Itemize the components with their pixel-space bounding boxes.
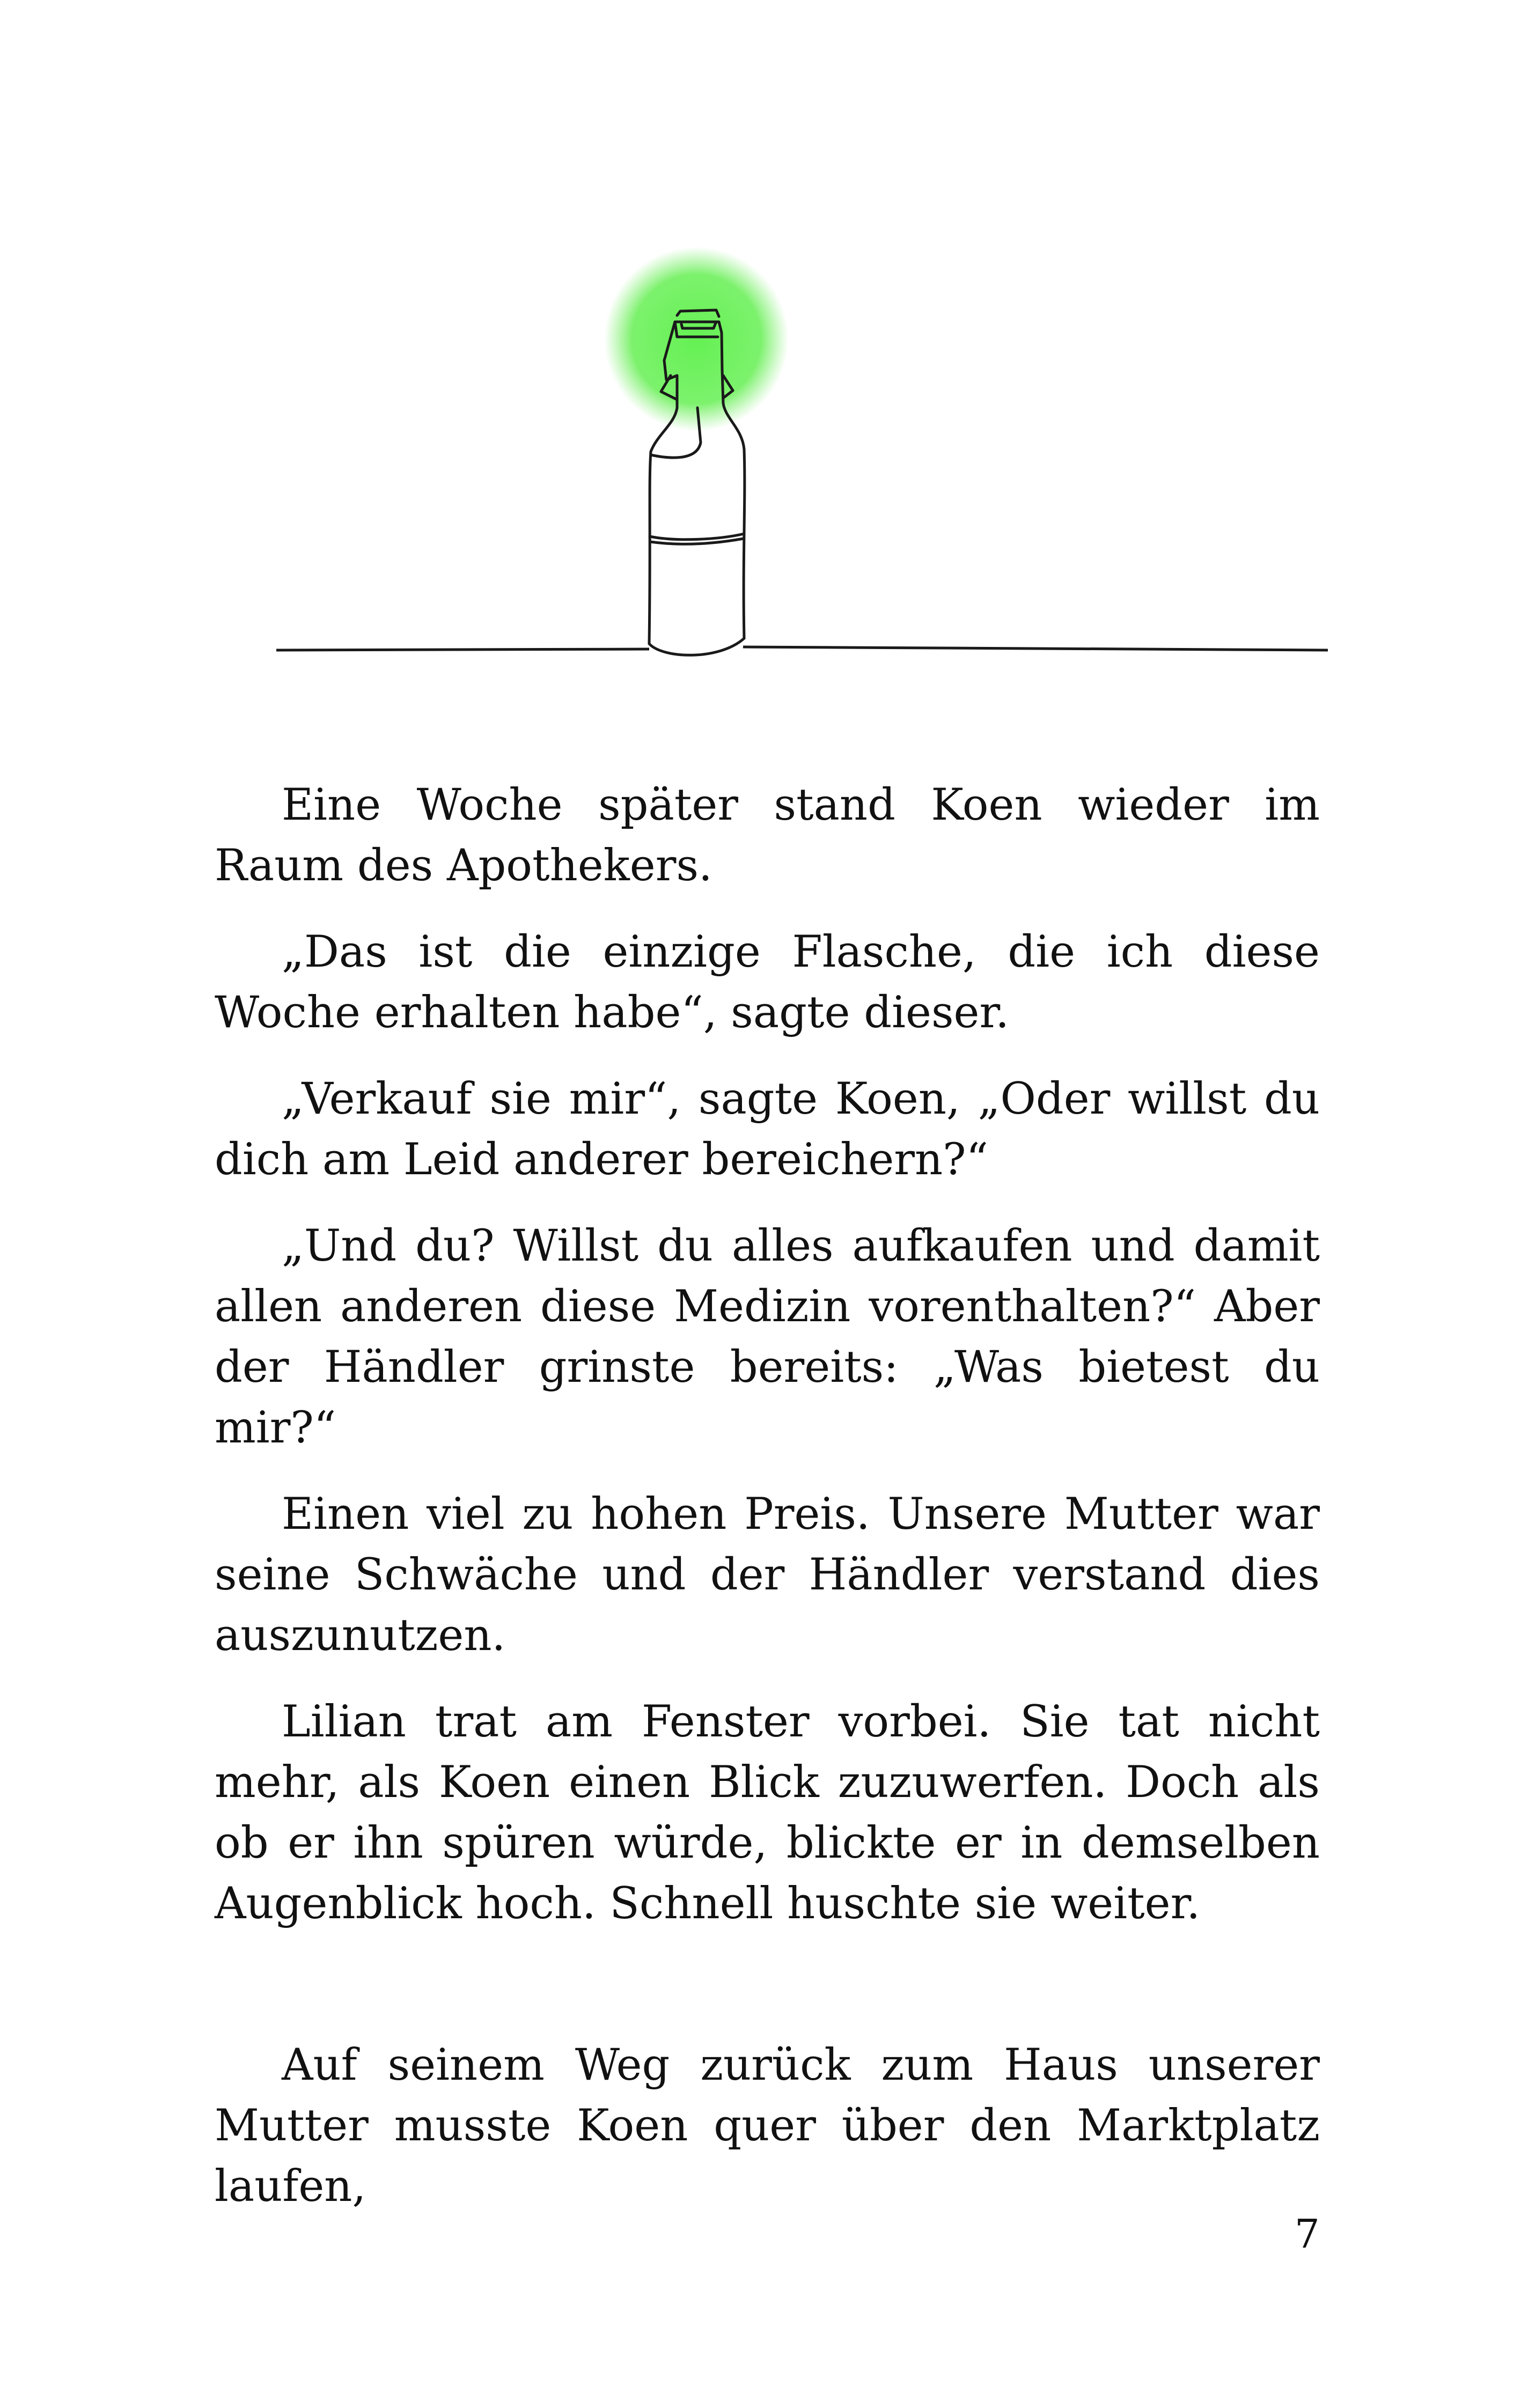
paragraph: Lilian trat am Fenster vorbei. Sie tat nicht mehr, als Koen einen Blick zuzuwerfen. Doch als ob er ihn spüren würde, blickte er in demselben Augenblick hoch. Schnell huschte sie weiter. xyxy=(215,1697,1320,1929)
paragraph: „Das ist die einzige Flasche, die ich diese Woche erhalten habe“, sagte dieser. xyxy=(215,927,1320,1038)
paragraph: „Und du? Willst du alles aufkaufen und damit allen anderen diese Medizin vorenthalten?“ Aber der Händler grinste bereits: „Was bietest du mir?“ xyxy=(215,1221,1320,1453)
paragraph: Einen viel zu hohen Preis. Unsere Mutter war seine Schwäche und der Händler verstand dies auszunutzen. xyxy=(215,1489,1320,1661)
glow-circle xyxy=(604,247,789,431)
page-number: 7 xyxy=(1294,2211,1320,2257)
ground-line xyxy=(276,647,1328,650)
bottle-illustration xyxy=(0,0,1521,697)
section-break xyxy=(215,1960,1320,2035)
page-text xyxy=(215,775,1320,2243)
paragraph: Auf seinem Weg zurück zum Haus unserer Mutter musste Koen quer über den Marktplatz laufen, xyxy=(215,2040,1320,2212)
paragraph: „Verkauf sie mir“, sagte Koen, „Oder willst du dich am Leid anderer bereichern?“ xyxy=(215,1074,1320,1185)
paragraph: Eine Woche später stand Koen wieder im Raum des Apothekers. xyxy=(215,780,1320,891)
